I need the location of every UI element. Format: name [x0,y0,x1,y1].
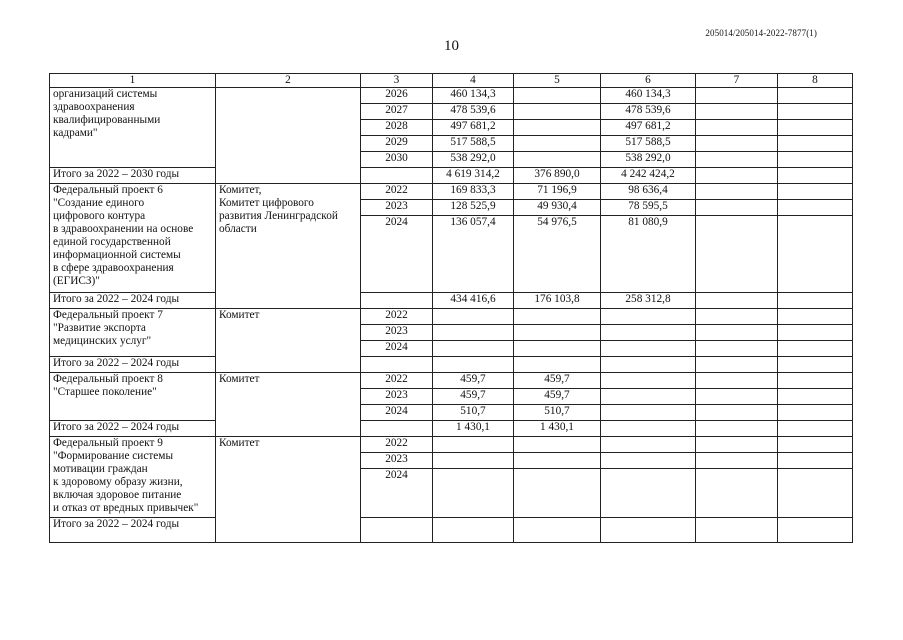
amount-cell [696,341,778,357]
year-cell: 2027 [361,104,433,120]
amount-cell: 81 080,9 [601,216,696,293]
amount-cell [514,120,601,136]
total-year-cell [361,518,433,543]
total-amount-cell: 1 430,1 [514,421,601,437]
amount-cell [514,309,601,325]
total-amount-cell: 434 416,6 [433,293,514,309]
amount-cell [433,469,514,518]
amount-cell [778,469,853,518]
column-header-row [50,74,853,88]
amount-cell [433,453,514,469]
year-row [50,373,853,389]
year-row [50,184,853,200]
amount-cell [696,216,778,293]
year-cell: 2024 [361,341,433,357]
amount-cell [433,437,514,453]
amount-cell [514,104,601,120]
year-row [50,88,853,104]
year-cell: 2026 [361,88,433,104]
amount-cell [696,309,778,325]
amount-cell [696,136,778,152]
amount-cell [514,437,601,453]
amount-cell [601,309,696,325]
amount-cell [514,325,601,341]
total-amount-cell [514,518,601,543]
total-label: Итого за 2022 – 2024 годы [50,293,216,309]
amount-cell [433,325,514,341]
amount-cell [696,469,778,518]
total-label: Итого за 2022 – 2024 годы [50,518,216,543]
year-cell: 2028 [361,120,433,136]
amount-cell [696,200,778,216]
total-amount-cell: 376 890,0 [514,168,601,184]
total-row [50,421,853,437]
column-header: 4 [433,74,514,88]
amount-cell: 459,7 [433,389,514,405]
amount-cell [514,152,601,168]
total-amount-cell: 4 619 314,2 [433,168,514,184]
column-header: 2 [216,74,361,88]
amount-cell [696,104,778,120]
total-amount-cell [778,518,853,543]
amount-cell: 459,7 [514,373,601,389]
amount-cell [601,389,696,405]
total-amount-cell: 4 242 424,2 [601,168,696,184]
amount-cell [696,152,778,168]
year-cell: 2024 [361,216,433,293]
project-name: Федеральный проект 9 "Формирование системы мотивации граждан к здоровому образу жизни, включая здоровое питание и отказ от вредных привычек" [50,437,216,518]
amount-cell: 497 681,2 [601,120,696,136]
amount-cell [778,120,853,136]
year-cell: 2022 [361,373,433,389]
year-cell: 2030 [361,152,433,168]
total-amount-cell [514,357,601,373]
amount-cell: 510,7 [514,405,601,421]
responsible-executor: Комитет [216,373,361,437]
amount-cell: 460 134,3 [433,88,514,104]
total-amount-cell [696,518,778,543]
total-amount-cell: 258 312,8 [601,293,696,309]
total-row [50,357,853,373]
amount-cell [696,405,778,421]
year-cell: 2024 [361,469,433,518]
amount-cell [514,341,601,357]
total-amount-cell [696,293,778,309]
column-header: 5 [514,74,601,88]
responsible-executor: Комитет [216,437,361,543]
amount-cell [601,325,696,341]
amount-cell [514,469,601,518]
amount-cell [696,88,778,104]
total-year-cell [361,357,433,373]
amount-cell [778,437,853,453]
total-amount-cell [601,421,696,437]
amount-cell: 98 636,4 [601,184,696,200]
total-row [50,518,853,543]
total-label: Итого за 2022 – 2024 годы [50,357,216,373]
amount-cell: 78 595,5 [601,200,696,216]
year-cell: 2024 [361,405,433,421]
total-amount-cell [433,357,514,373]
total-year-cell [361,421,433,437]
amount-cell [778,104,853,120]
amount-cell [696,184,778,200]
total-amount-cell [601,357,696,373]
amount-cell [778,136,853,152]
column-header: 7 [696,74,778,88]
year-cell: 2023 [361,325,433,341]
total-year-cell [361,168,433,184]
column-header: 6 [601,74,696,88]
amount-cell [696,453,778,469]
year-row [50,309,853,325]
total-amount-cell [778,421,853,437]
amount-cell [696,120,778,136]
budget-table-body [50,74,853,543]
amount-cell [778,309,853,325]
year-row [50,437,853,453]
amount-cell: 71 196,9 [514,184,601,200]
amount-cell: 136 057,4 [433,216,514,293]
amount-cell: 54 976,5 [514,216,601,293]
amount-cell [601,437,696,453]
column-header: 3 [361,74,433,88]
amount-cell: 169 833,3 [433,184,514,200]
document-id: 205014/205014-2022-7877(1) [705,28,817,38]
responsible-executor: Комитет [216,309,361,373]
amount-cell [778,216,853,293]
year-cell: 2022 [361,437,433,453]
total-amount-cell: 176 103,8 [514,293,601,309]
total-amount-cell [433,518,514,543]
amount-cell [778,389,853,405]
amount-cell: 538 292,0 [433,152,514,168]
amount-cell [514,453,601,469]
amount-cell [433,309,514,325]
amount-cell [778,88,853,104]
amount-cell [696,325,778,341]
project-name: организаций системы здравоохранения квалифицированными кадрами" [50,88,216,168]
total-amount-cell [696,357,778,373]
total-row [50,168,853,184]
total-amount-cell [778,357,853,373]
amount-cell [778,200,853,216]
total-amount-cell [696,168,778,184]
amount-cell [696,373,778,389]
year-cell: 2022 [361,184,433,200]
amount-cell: 459,7 [433,373,514,389]
amount-cell [601,453,696,469]
amount-cell [601,405,696,421]
amount-cell: 128 525,9 [433,200,514,216]
amount-cell: 459,7 [514,389,601,405]
column-header: 1 [50,74,216,88]
year-cell: 2022 [361,309,433,325]
total-amount-cell [601,518,696,543]
project-name: Федеральный проект 6 "Создание единого цифрового контура в здравоохранении на основе единой государственной информационной системы в сфере здравоохранения (ЕГИСЗ)" [50,184,216,293]
amount-cell: 517 588,5 [601,136,696,152]
total-label: Итого за 2022 – 2024 годы [50,421,216,437]
total-amount-cell: 1 430,1 [433,421,514,437]
year-cell: 2023 [361,200,433,216]
page-number: 10 [444,38,459,54]
responsible-executor [216,88,361,184]
total-year-cell [361,293,433,309]
total-label: Итого за 2022 – 2030 годы [50,168,216,184]
amount-cell [601,341,696,357]
amount-cell [601,469,696,518]
budget-table [49,73,853,543]
amount-cell [696,389,778,405]
amount-cell [778,325,853,341]
total-amount-cell [778,168,853,184]
column-header: 8 [778,74,853,88]
project-name: Федеральный проект 8 "Старшее поколение" [50,373,216,421]
amount-cell: 460 134,3 [601,88,696,104]
amount-cell [601,373,696,389]
amount-cell: 497 681,2 [433,120,514,136]
amount-cell [778,184,853,200]
total-amount-cell [778,293,853,309]
total-amount-cell [696,421,778,437]
amount-cell [696,437,778,453]
amount-cell: 478 539,6 [433,104,514,120]
year-cell: 2029 [361,136,433,152]
amount-cell: 510,7 [433,405,514,421]
project-name: Федеральный проект 7 "Развитие экспорта медицинских услуг" [50,309,216,357]
amount-cell: 49 930,4 [514,200,601,216]
year-cell: 2023 [361,389,433,405]
amount-cell [778,152,853,168]
amount-cell [433,341,514,357]
responsible-executor: Комитет, Комитет цифрового развития Ленинградской области [216,184,361,309]
total-row [50,293,853,309]
amount-cell [778,373,853,389]
amount-cell: 478 539,6 [601,104,696,120]
amount-cell [778,341,853,357]
amount-cell [778,453,853,469]
amount-cell: 517 588,5 [433,136,514,152]
amount-cell [778,405,853,421]
amount-cell [514,136,601,152]
year-cell: 2023 [361,453,433,469]
amount-cell [514,88,601,104]
amount-cell: 538 292,0 [601,152,696,168]
